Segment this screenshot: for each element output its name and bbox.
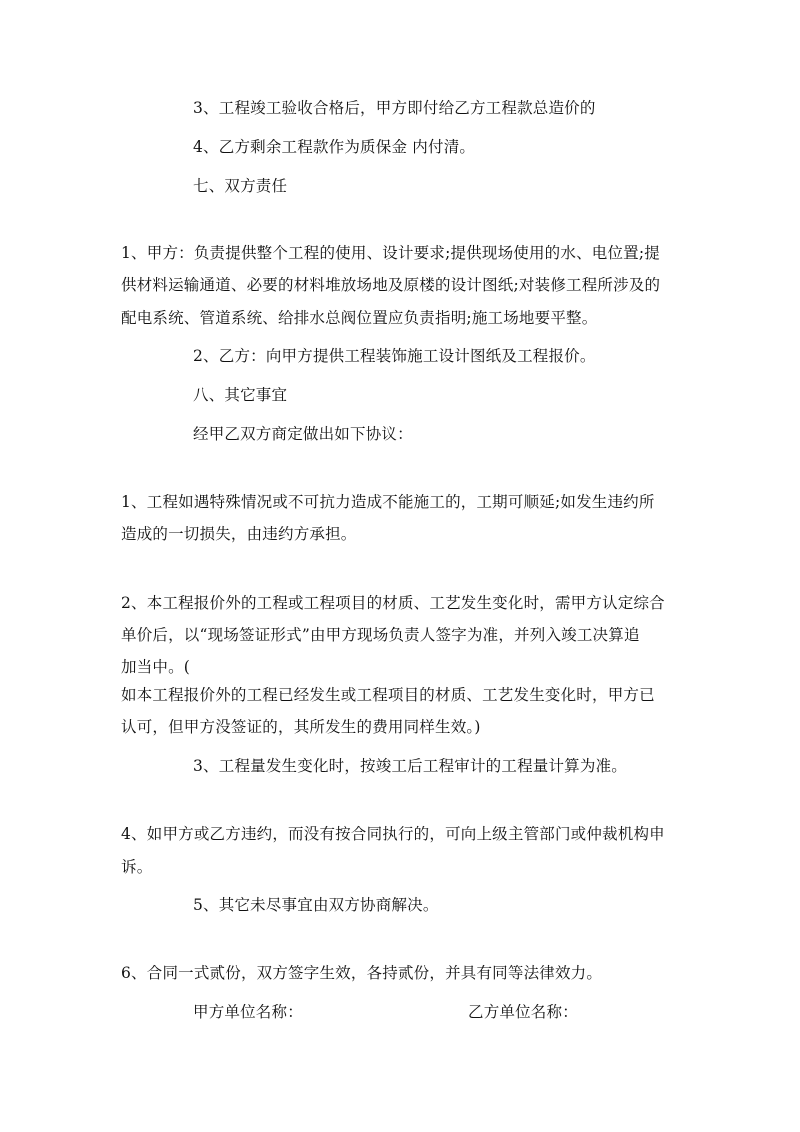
section-heading-7: 七、双方责任 — [193, 177, 288, 195]
misc-clause-2-line-1: 2、本工程报价外的工程或工程项目的材质、工艺发生变化时，需甲方认定综合 — [121, 594, 665, 612]
misc-clause-1-line-2: 造成的一切损失，由违约方承担。 — [121, 525, 357, 543]
misc-clause-3: 3、工程量发生变化时，按竣工后工程审计的工程量计算为准。 — [193, 757, 627, 775]
agreement-intro: 经甲乙双方商定做出如下协议： — [193, 425, 413, 443]
misc-clause-5: 5、其它未尽事宜由双方协商解决。 — [193, 896, 439, 914]
responsibility-a-line-2: 供材料运输通道、必要的材料堆放场地及原楼的设计图纸;对装修工程所涉及的 — [121, 276, 661, 294]
responsibility-a-line-3: 配电系统、管道系统、给排水总阀位置应负责指明;施工场地要平整。 — [121, 309, 598, 327]
party-a-signature-label: 甲方单位名称： — [193, 1003, 303, 1021]
misc-clause-2-line-2: 单价后，以“现场签证形式”由甲方现场负责人签字为准，并列入竣工决算追 — [121, 626, 640, 644]
misc-clause-6: 6、合同一式贰份，双方签字生效，各持贰份，并具有同等法律效力。 — [121, 964, 603, 982]
responsibility-b: 2、乙方：向甲方提供工程装饰施工设计图纸及工程报价。 — [193, 347, 596, 365]
payment-clause-3: 3、工程竣工验收合格后，甲方即付给乙方工程款总造价的 — [193, 99, 596, 117]
payment-clause-4: 4、乙方剩余工程款作为质保金 内付清。 — [193, 138, 476, 156]
party-b-signature-label: 乙方单位名称： — [468, 1003, 578, 1021]
misc-clause-2-note-2: 认可，但甲方没签证的，其所发生的费用同样生效。) — [121, 718, 481, 736]
misc-clause-4-line-2: 诉。 — [121, 858, 153, 876]
misc-clause-2-line-3: 加当中。( — [121, 658, 191, 676]
misc-clause-2-note-1: 如本工程报价外的工程已经发生或工程项目的材质、工艺发生变化时，甲方已 — [121, 686, 655, 704]
misc-clause-1-line-1: 1、工程如遇特殊情况或不可抗力造成不能施工的，工期可顺延;如发生违约所 — [121, 493, 655, 511]
section-heading-8: 八、其它事宜 — [193, 386, 288, 404]
responsibility-a-line-1: 1、甲方：负责提供整个工程的使用、设计要求;提供现场使用的水、电位置;提 — [121, 244, 661, 262]
misc-clause-4-line-1: 4、如甲方或乙方违约，而没有按合同执行的，可向上级主管部门或仲裁机构申 — [121, 825, 665, 843]
